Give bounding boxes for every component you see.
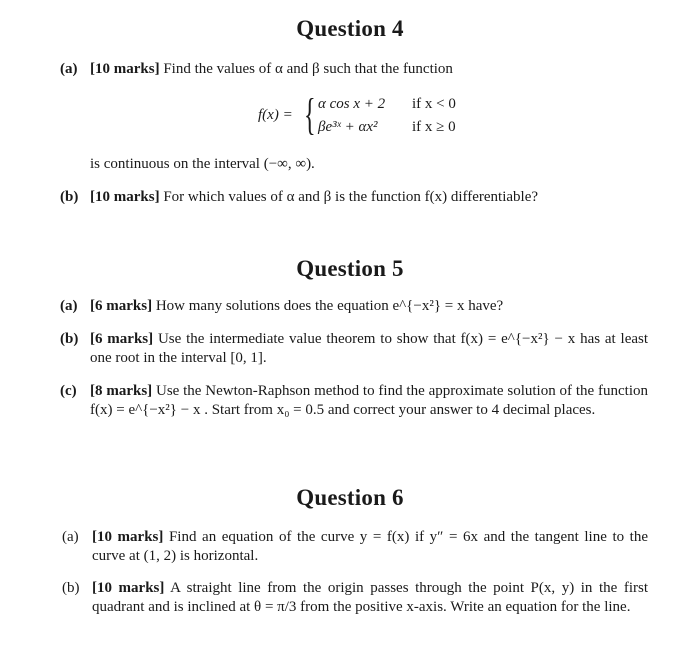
case-1-expression: α cos x + 2: [318, 96, 386, 112]
q5-a-label: (a): [60, 298, 78, 314]
q6-a-body: [92, 528, 648, 566]
q6-b-label: (b): [62, 580, 80, 596]
q5-part-b: [60, 330, 650, 370]
q5-part-a: [60, 297, 670, 317]
q4-continuity-line: is continuous on the interval (−∞, ∞).: [90, 156, 315, 172]
q4-a-marks: [10 marks]: [90, 61, 160, 77]
case-1-condition: if x < 0: [412, 96, 456, 112]
q4-b-text: For which values of α and β is the function f(x) differentiable?: [163, 189, 539, 205]
q5-c-label: (c): [60, 383, 77, 399]
question-6-title: Question 6: [296, 485, 404, 510]
q5-c-body: [90, 382, 648, 420]
q6-b-body: [92, 579, 648, 617]
q5-b-marks: [6 marks]: [90, 331, 154, 347]
q5-c-marks: [8 marks]: [90, 383, 153, 399]
piecewise-function: [258, 92, 498, 142]
q4-part-a: [60, 60, 660, 80]
question-5-title: Question 5: [296, 256, 404, 281]
q4-b-body: [90, 188, 670, 207]
q6-a-text: Find an equation of the curve y = f(x) if y″ = 6x and the tangent line to the curve at (1, 2) is horizontal.: [92, 529, 649, 564]
q5-b-label: (b): [60, 331, 79, 347]
q5-a-text: How many solutions does the equation e^{−x²} = x have?: [155, 298, 504, 314]
q4-b-label: (b): [60, 189, 79, 205]
q6-b-marks: [10 marks]: [92, 580, 165, 596]
q6-part-b: [62, 579, 650, 639]
q5-part-c: [60, 382, 650, 442]
q6-b-text: A straight line from the origin passes through the point P(x, y) in the first quadrant and is inclined at θ = π/3 from the positive x-axis. Write an equation for the line.: [92, 580, 648, 615]
q6-a-marks: [10 marks]: [92, 529, 164, 545]
function-lhs: f(x) =: [258, 107, 293, 123]
q4-b-marks: [10 marks]: [90, 189, 160, 205]
q4-a-label: (a): [60, 61, 78, 77]
q4-a-body: [90, 60, 650, 79]
q6-part-a: [62, 528, 650, 568]
q4-part-b: [60, 188, 670, 208]
brace-icon: {: [304, 90, 316, 139]
case-2-expression: βe³ˣ + αx²: [318, 119, 378, 135]
q5-b-body: [90, 330, 648, 368]
q5-a-body: [90, 297, 670, 316]
case-2-condition: if x ≥ 0: [412, 119, 456, 135]
question-4-title: Question 4: [296, 16, 404, 41]
q5-c-text: Use the Newton-Raphson method to find the approximate solution of the function f(x) = e^{−x²} − x . Start from x₀ = 0.5 and correct your answer to 4 decimal places.: [90, 383, 648, 418]
q6-a-label: (a): [62, 529, 79, 545]
q5-b-text: Use the intermediate value theorem to show that f(x) = e^{−x²} − x has at least one root in the interval [0, 1].: [90, 331, 649, 366]
q4-a-text: Find the values of α and β such that the function: [163, 61, 453, 77]
q5-a-marks: [6 marks]: [90, 298, 153, 314]
